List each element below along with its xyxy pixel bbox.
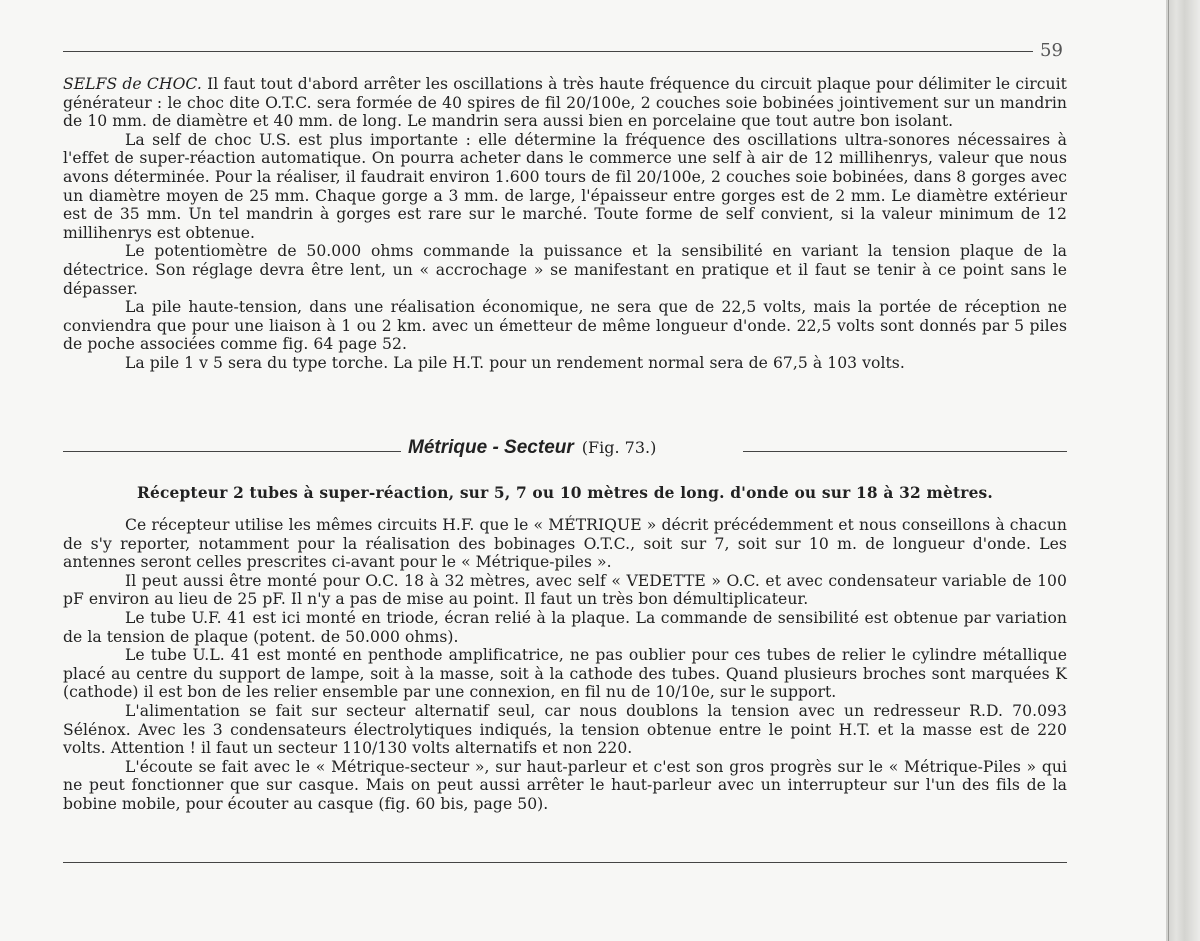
paragraph: Le potentiomètre de 50.000 ohms commande la puissance et la sensibilité en variant la tension plaque de la détectrice. Son réglage devra être lent, un « accrochage » se manifestant en pratique et il faut se tenir à ce point sans le dépasser. — [63, 242, 1067, 298]
paragraph: La pile 1 v 5 sera du type torche. La pile H.T. pour un rendement normal sera de 67,5 à 103 volts. — [125, 353, 905, 372]
paragraph-selfs-de-choc — [63, 75, 1067, 131]
section-heading — [63, 437, 1067, 463]
paragraph: Le tube U.L. 41 est monté en penthode amplificatrice, ne pas oublier pour ces tubes de relier le cylindre métallique placé au centre du support de lampe, soit à la masse, soit à la cathode des tubes. Quand plusieurs broches sont marquées K (cathode) il est bon de les relier ensemble par une connexion, en fil nu de 10/10e, sur le support. — [63, 646, 1067, 702]
page-binding-edge — [1166, 0, 1200, 941]
header-rule — [63, 51, 1033, 52]
paragraph: La self de choc U.S. est plus importante : elle détermine la fréquence des oscillations ultra-sonores nécessaires à l'effet de super-réaction automatique. On pourra acheter dans le commerce une self à air de 12 millihenrys, valeur que nous avons déterminée. Pour la réaliser, il faudrait environ 1.600 tours de fil 20/100e, 2 couches soie bobinées, dans 8 gorges avec un diamètre moyen de 25 mm. Chaque gorge a 3 mm. de large, l'épaisseur entre gorges est de 2 mm. Le diamètre extérieur est de 35 mm. Un tel mandrin à gorges est rare sur le marché. Toute forme de self convient, si la valeur minimum de 12 millihenrys est obtenue. — [63, 130, 1067, 242]
paragraph: Il peut aussi être monté pour O.C. 18 à 32 mètres, avec self « VEDETTE » O.C. et avec condensateur variable de 100 pF environ au lieu de 25 pF. Il n'y a pas de mise au point. Il faut un très bon démultiplicateur. — [63, 571, 1067, 609]
footer-rule — [63, 862, 1067, 863]
top-text-block — [63, 75, 1067, 373]
paragraph: Ce récepteur utilise les mêmes circuits H.F. que le « MÉTRIQUE » décrit précédemment et nous conseillons à chacun de s'y reporter, notamment pour la réalisation des bobinages O.T.C., soit sur 7, soit sur 10 m. de longueur d'onde. Les antennes seront celles prescrites ci-avant pour le « Métrique-piles ». — [63, 516, 1067, 572]
figure-reference: (Fig. 73.) — [581, 438, 657, 457]
page-number: 59 — [1040, 40, 1063, 61]
section-title-line — [408, 437, 738, 459]
paragraph: L'écoute se fait avec le « Métrique-secteur », sur haut-parleur et c'est son gros progrès sur le « Métrique-Piles » qui ne peut fonctionner que sur casque. Mais on peut aussi arrêter le haut-parleur avec un interrupteur sur l'un des fils de la bobine mobile, pour écouter au casque (fig. 60 bis, page 50). — [63, 757, 1067, 813]
binding-line — [1168, 0, 1169, 941]
paragraph: La pile haute-tension, dans une réalisation économique, ne sera que de 22,5 volts, mais la portée de réception ne conviendra que pour une liaison à 1 ou 2 km. avec un émetteur de même longueur d'onde. 22,5 volts sont donnés par 5 piles de poche associées comme fig. 64 page 52. — [63, 298, 1067, 354]
paragraph-text: Il faut tout d'abord arrêter les oscillations à très haute fréquence du circuit plaque pour délimiter le circuit générateur : le choc dite O.T.C. sera formée de 40 spires de fil 20/100e, 2 couches soie bobinées jointivement sur un mandrin de 10 mm. de diamètre et 40 mm. de long. Le mandrin sera aussi bien en porcelaine que tout autre bon isolant. — [63, 75, 1067, 131]
heading-rule-right — [743, 451, 1067, 452]
section-subheading: Récepteur 2 tubes à super-réaction, sur 5, 7 ou 10 mètres de long. d'onde ou sur 18 à 32 mètres. — [137, 484, 993, 502]
paragraph-lead-in: SELFS de CHOC. — [63, 75, 202, 93]
section-title: Métrique - Secteur — [408, 437, 574, 458]
paragraph: Le tube U.F. 41 est ici monté en triode, écran relié à la plaque. La commande de sensibilité est obtenue par variation de la tension de plaque (potent. de 50.000 ohms). — [63, 608, 1067, 646]
heading-rule-left — [63, 451, 401, 452]
section-text-block — [63, 516, 1067, 814]
paragraph: L'alimentation se fait sur secteur alternatif seul, car nous doublons la tension avec un redresseur R.D. 70.093 Sélénox. Avec les 3 condensateurs électrolytiques indiqués, la tension obtenue entre le point H.T. et la masse est de 220 volts. Attention ! il faut un secteur 110/130 volts alternatifs et non 220. — [63, 701, 1067, 758]
